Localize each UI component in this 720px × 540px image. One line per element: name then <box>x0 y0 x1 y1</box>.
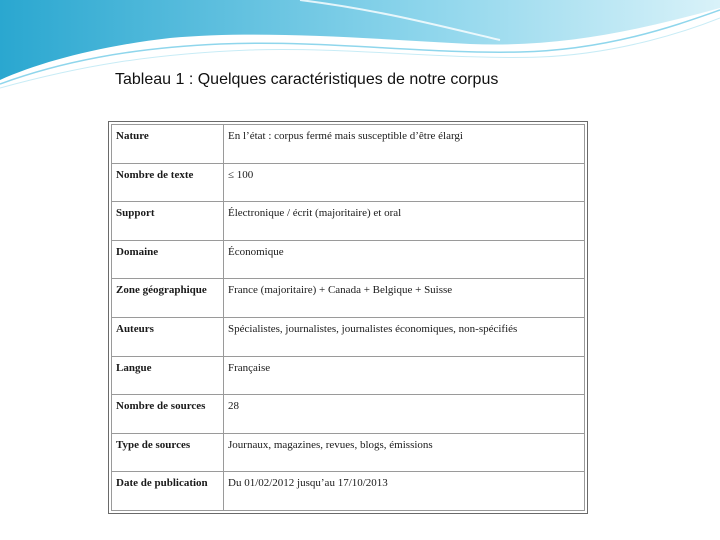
row-value: 28 <box>224 395 585 434</box>
row-label: Auteurs <box>112 317 224 356</box>
table-row <box>112 395 585 434</box>
table-row <box>112 125 585 164</box>
row-value: Électronique / écrit (majoritaire) et oral <box>224 202 585 241</box>
table-row <box>112 202 585 241</box>
table-caption: Tableau 1 : Quelques caractéristiques de notre corpus <box>115 71 499 88</box>
row-value: Spécialistes, journalistes, journalistes économiques, non-spécifiés <box>224 317 585 356</box>
table-row <box>112 433 585 472</box>
row-label: Support <box>112 202 224 241</box>
table-row <box>112 279 585 318</box>
row-value: Française <box>224 356 585 395</box>
row-value: Économique <box>224 240 585 279</box>
row-label: Type de sources <box>112 433 224 472</box>
row-label: Nombre de sources <box>112 395 224 434</box>
row-value: Journaux, magazines, revues, blogs, émissions <box>224 433 585 472</box>
table-row <box>112 356 585 395</box>
row-value: En l’état : corpus fermé mais susceptible d’être élargi <box>224 125 585 164</box>
row-label: Date de publication <box>112 472 224 511</box>
row-value: ≤ 100 <box>224 163 585 202</box>
corpus-table-frame <box>108 121 588 514</box>
row-label: Zone géographique <box>112 279 224 318</box>
row-label: Langue <box>112 356 224 395</box>
corpus-characteristics-table <box>111 124 585 511</box>
table-row <box>112 472 585 511</box>
table-row <box>112 163 585 202</box>
table-row <box>112 240 585 279</box>
row-value: France (majoritaire) + Canada + Belgique + Suisse <box>224 279 585 318</box>
row-label: Nombre de texte <box>112 163 224 202</box>
table-row <box>112 317 585 356</box>
row-label: Nature <box>112 125 224 164</box>
row-value: Du 01/02/2012 jusqu’au 17/10/2013 <box>224 472 585 511</box>
wave-fill <box>0 0 720 80</box>
row-label: Domaine <box>112 240 224 279</box>
